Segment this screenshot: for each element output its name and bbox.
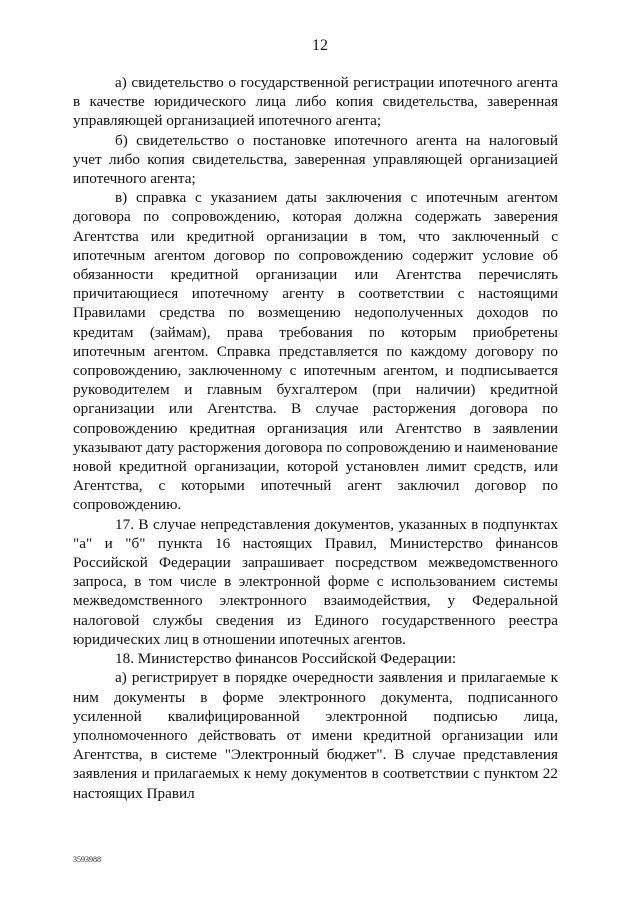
document-body: [73, 73, 558, 803]
paragraph-16v: в) справка с указанием даты заключения с ипотечным агентом договора по сопровождению, которая должна содержать заверения Агентства или кредитной организации в том, что заключенный с ипотечным агентом договор по сопровождению содержит условие об обязанности кредитной организации или Агентства перечислять причитающиеся ипотечному агенту в соответствии с настоящими Правилами средства по возмещению недополученных доходов по кредитам (займам), права требования по которым приобретены ипотечным агентом. Справка представляется по каждому договору по сопровождению, заключенному с ипотечным агентом, и подписывается руководителем и главным бухгалтером (при наличии) кредитной организации или Агентства. В случае расторжения договора по сопровождению кредитная организация или Агентство в заявлении указывают дату расторжения договора по сопровождению и наименование новой кредитной организации, которой установлен лимит средств, или Агентства, с которыми ипотечный агент заключил договор по сопровождению.: [73, 189, 558, 514]
paragraph-18: 18. Министерство финансов Российской Федерации:: [115, 650, 457, 668]
page-number: 12: [312, 37, 328, 54]
paragraph-16b: б) свидетельство о постановке ипотечного агента на налоговый учет либо копия свидетельства, заверенная управляющей организацией ипотечного агента;: [73, 131, 558, 188]
document-code: 3593988: [73, 855, 101, 864]
paragraph-18a: а) регистрирует в порядке очередности заявления и прилагаемые к ним документы в форме электронного документа, подписанного усиленной квалифицированной электронной подписью лица, уполномоченного действовать от имени кредитной организации или Агентства, в системе "Электронный бюджет". В случае представления заявления и прилагаемых к нему документов в соответствии с пунктом 22 настоящих Правил: [73, 669, 558, 802]
paragraph-17: 17. В случае непредставления документов, указанных в подпунктах "а" и "б" пункта 16 настоящих Правил, Министерство финансов Российской Федерации запрашивает посредством межведомственного запроса, в том числе в электронной форме с использованием системы межведомственного электронного взаимодействия, у Федеральной налоговой службы сведения из Единого государственного реестра юридических лиц в отношении ипотечных агентов.: [73, 515, 558, 648]
paragraph-16a: а) свидетельство о государственной регистрации ипотечного агента в качестве юридического лица либо копия свидетельства, заверенная управляющей организацией ипотечного агента;: [73, 74, 558, 130]
